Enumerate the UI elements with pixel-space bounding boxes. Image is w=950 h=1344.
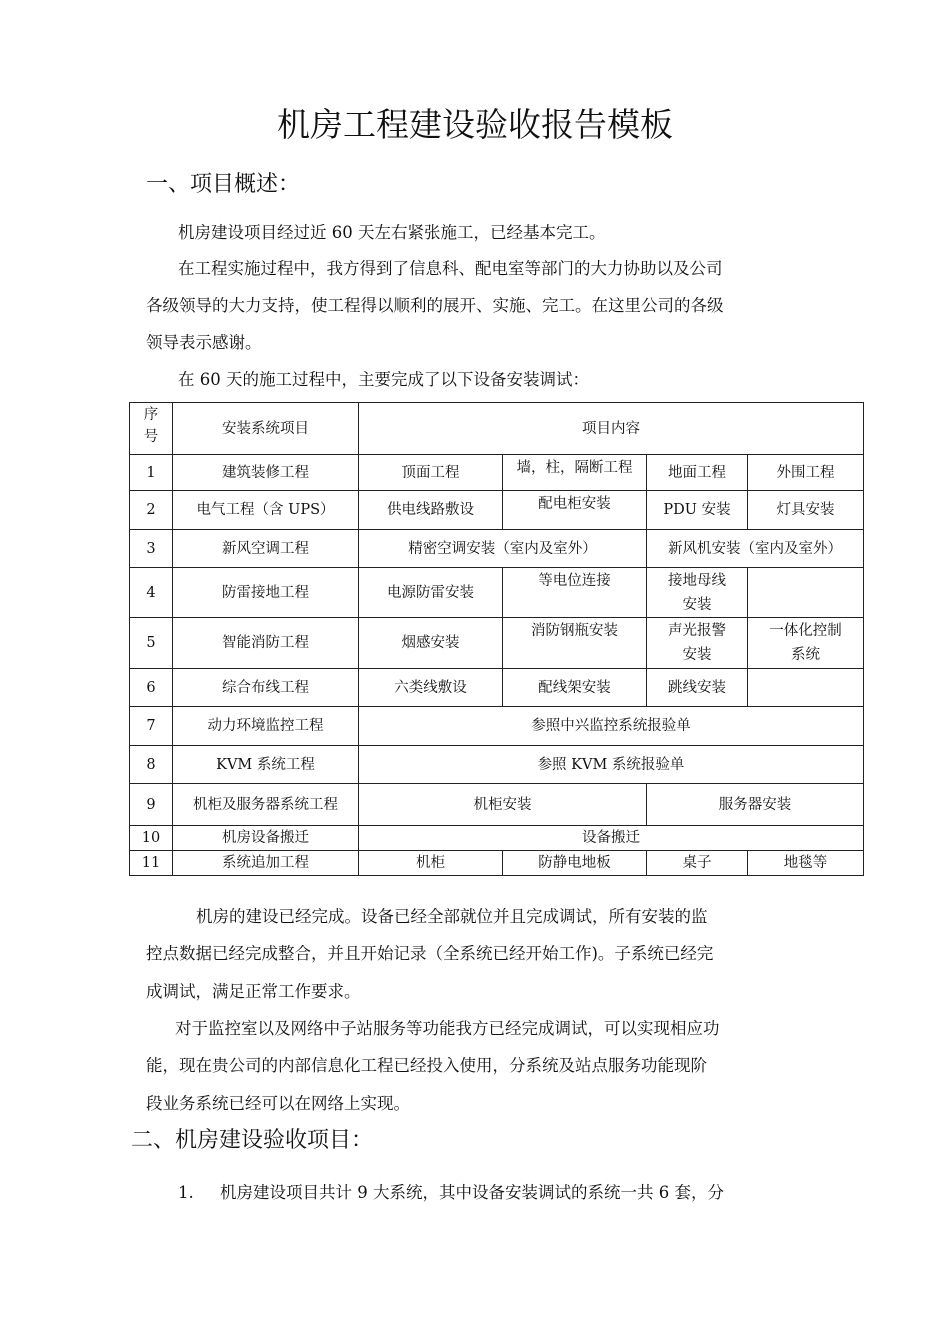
list-item-text: 机房建设项目共计 9 大系统，其中设备安装调试的系统一共 6 套，分 xyxy=(220,1183,724,1202)
monitoring-line-2: 能，现在贵公司的内部信息化工程已经投入使用，分系统及站点服务功能现阶 xyxy=(146,1056,707,1075)
row-item: 消防钢瓶安装 xyxy=(503,618,647,669)
row-no: 9 xyxy=(130,784,173,826)
row-item: 配线架安装 xyxy=(503,669,647,707)
monitoring-line-1: 对于监控室以及网络中子站服务等功能我方已经完成调试，可以实现相应功 xyxy=(175,1019,720,1038)
row-item: 地面工程 xyxy=(647,455,748,491)
table-intro: 在 60 天的施工过程中，主要完成了以下设备安装调试： xyxy=(178,370,589,389)
row-item: 机柜安装 xyxy=(359,784,647,826)
row-system: 系统追加工程 xyxy=(173,851,359,876)
table-row xyxy=(130,707,864,746)
table-row xyxy=(130,491,864,530)
row-no: 4 xyxy=(130,568,173,618)
row-item: 机柜 xyxy=(359,851,503,876)
row-item: 墙，柱，隔断工程 xyxy=(503,455,647,491)
table-row xyxy=(130,746,864,784)
row-item-line: 声光报警 xyxy=(668,623,726,639)
thanks-line-1: 在工程实施过程中，我方得到了信息科、配电室等部门的大力协助以及公司 xyxy=(178,259,723,278)
section2-heading: 二、机房建设验收项目： xyxy=(131,1128,374,1153)
row-no: 3 xyxy=(130,530,173,568)
header-system: 安装系统项目 xyxy=(173,403,359,455)
row-item: 电源防雷安装 xyxy=(359,568,503,618)
row-item: PDU 安装 xyxy=(647,491,748,530)
equipment-table xyxy=(129,402,864,876)
table-header-row xyxy=(130,403,864,455)
table-row xyxy=(130,784,864,826)
row-item: 烟感安装 xyxy=(359,618,503,669)
row-item: 设备搬迁 xyxy=(359,826,864,851)
table-row xyxy=(130,669,864,707)
row-item-line: 一体化控制 xyxy=(769,623,842,639)
row-no: 7 xyxy=(130,707,173,746)
header-no xyxy=(130,403,173,455)
row-item: 服务器安装 xyxy=(647,784,864,826)
row-item: 精密空调安装（室内及室外） xyxy=(359,530,647,568)
row-no: 2 xyxy=(130,491,173,530)
row-item: 六类线敷设 xyxy=(359,669,503,707)
table-row xyxy=(130,618,864,669)
row-item-line: 接地母线 xyxy=(668,573,726,589)
row-item-multiline xyxy=(647,568,748,618)
header-content: 项目内容 xyxy=(359,403,864,455)
row-item: 防静电地板 xyxy=(503,851,647,876)
row-item-multiline xyxy=(748,618,864,669)
completion-line-3: 成调试，满足正常工作要求。 xyxy=(146,982,361,1001)
row-no: 10 xyxy=(130,826,173,851)
row-system: KVM 系统工程 xyxy=(173,746,359,784)
row-item: 外围工程 xyxy=(748,455,864,491)
document-title: 机房工程建设验收报告模板 xyxy=(277,105,673,144)
row-system: 新风空调工程 xyxy=(173,530,359,568)
row-item-line: 安装 xyxy=(682,597,712,613)
row-item: 灯具安装 xyxy=(748,491,864,530)
monitoring-line-3: 段业务系统已经可以在网络上实现。 xyxy=(146,1094,410,1113)
table-row xyxy=(130,568,864,618)
row-system: 机柜及服务器系统工程 xyxy=(173,784,359,826)
row-system: 机房设备搬迁 xyxy=(173,826,359,851)
header-no-line1: 序 xyxy=(143,407,159,423)
completion-line-2: 控点数据已经完成整合，并且开始记录（全系统已经开始工作)。子系统已经完 xyxy=(146,944,714,963)
row-system: 电气工程（含 UPS） xyxy=(173,491,359,530)
row-system: 建筑装修工程 xyxy=(173,455,359,491)
list-item-number: 1. xyxy=(178,1183,194,1202)
completion-line-1: 机房的建设已经完成。设备已经全部就位并且完成调试，所有安装的监 xyxy=(196,907,708,926)
row-no: 8 xyxy=(130,746,173,784)
row-item: 顶面工程 xyxy=(359,455,503,491)
row-item: 跳线安装 xyxy=(647,669,748,707)
row-system: 智能消防工程 xyxy=(173,618,359,669)
row-item: 地毯等 xyxy=(748,851,864,876)
row-no: 6 xyxy=(130,669,173,707)
intro-paragraph: 机房建设项目经过近 60 天左右紧张施工，已经基本完工。 xyxy=(178,223,606,242)
row-item-line: 安装 xyxy=(682,647,712,663)
row-item: 新风机安装（室内及室外） xyxy=(647,530,864,568)
row-item-empty xyxy=(748,669,864,707)
row-system: 防雷接地工程 xyxy=(173,568,359,618)
row-no: 5 xyxy=(130,618,173,669)
table-row xyxy=(130,851,864,876)
row-item-empty xyxy=(748,568,864,618)
row-item: 配电柜安装 xyxy=(503,491,647,530)
row-item: 供电线路敷设 xyxy=(359,491,503,530)
row-item: 参照 KVM 系统报验单 xyxy=(359,746,864,784)
row-system: 综合布线工程 xyxy=(173,669,359,707)
table-row xyxy=(130,530,864,568)
table-row xyxy=(130,455,864,491)
row-system: 动力环境监控工程 xyxy=(173,707,359,746)
thanks-line-3: 领导表示感谢。 xyxy=(146,333,262,352)
row-no: 11 xyxy=(130,851,173,876)
row-no: 1 xyxy=(130,455,173,491)
row-item: 桌子 xyxy=(647,851,748,876)
section1-heading: 一、项目概述： xyxy=(146,172,301,197)
table-row xyxy=(130,826,864,851)
header-no-line2: 号 xyxy=(143,429,159,445)
row-item: 参照中兴监控系统报验单 xyxy=(359,707,864,746)
row-item-line: 系统 xyxy=(791,647,820,663)
row-item: 等电位连接 xyxy=(503,568,647,618)
thanks-line-2: 各级领导的大力支持，使工程得以顺利的展开、实施、完工。在这里公司的各级 xyxy=(146,296,724,315)
row-item-multiline xyxy=(647,618,748,669)
